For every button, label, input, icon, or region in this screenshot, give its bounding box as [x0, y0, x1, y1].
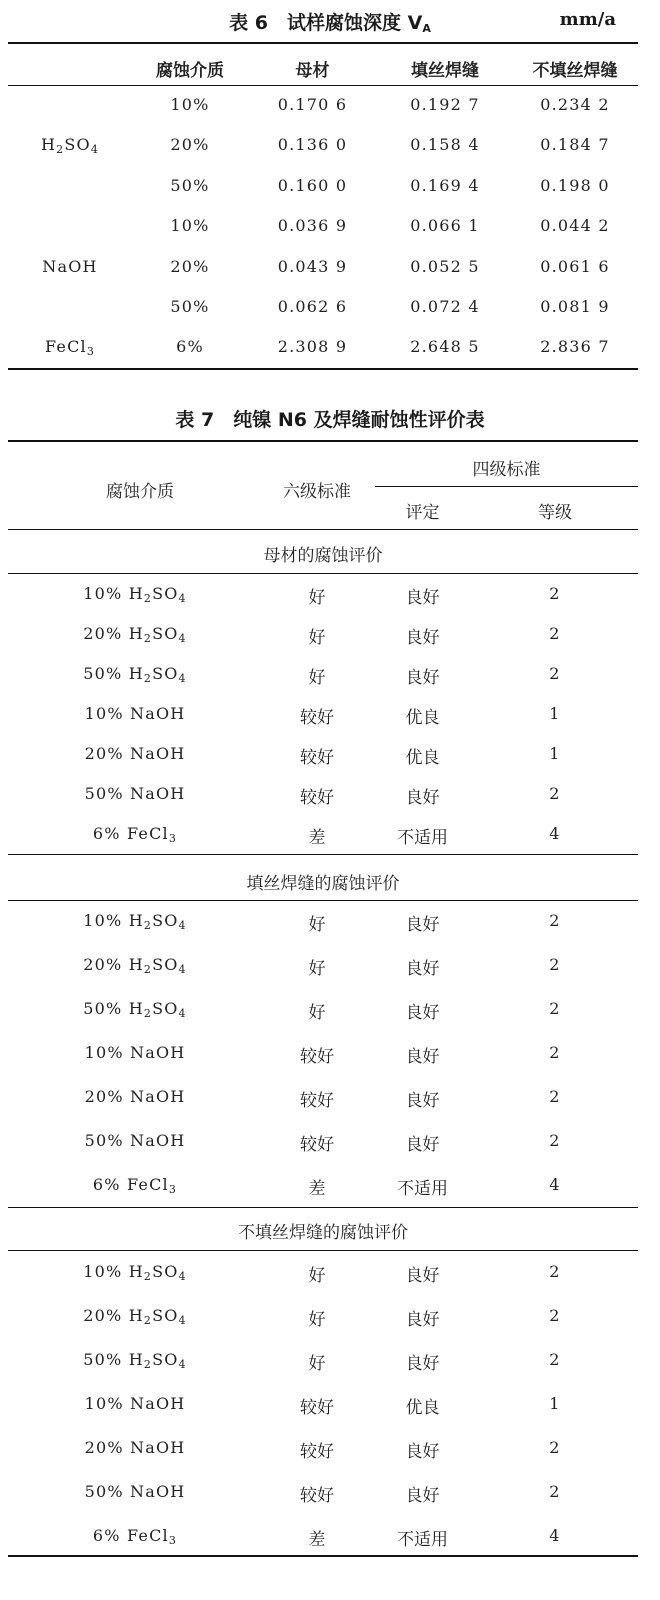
table7-cell-grade: 2	[549, 999, 561, 1018]
table7-cell-grade: 4	[549, 1526, 561, 1545]
table7-section-end-rule	[8, 854, 638, 855]
table7-cell-medium: 50% $H_2SO_4$	[83, 999, 187, 1020]
table7-cell-rating: 良好	[405, 1310, 440, 1330]
table7-cell-medium: 20% NaOH	[84, 1438, 186, 1457]
table6-cell-filler: 0.066 1	[410, 216, 480, 235]
table6-group-label-fecl3: FeCl$_3$	[44, 337, 96, 358]
table6-bottom-rule	[8, 368, 638, 370]
table6-cell-base: 0.170 6	[277, 95, 348, 114]
table7-cell-rating: 良好	[405, 915, 440, 935]
table7-cell-six: 较好	[300, 788, 334, 808]
table6-unit: mm/a	[559, 9, 616, 30]
table6-cell-nofiller: 0.044 2	[540, 216, 610, 235]
table6-cell-base: 0.043 9	[277, 257, 348, 276]
table7-cell-six: 好	[308, 628, 326, 648]
table7-cell-medium: 10% $H_2SO_4$	[83, 911, 187, 932]
table6-group-label-naoh: NaOH	[42, 257, 98, 276]
table7-cell-six: 好	[308, 1266, 326, 1286]
table7-cell-grade: 2	[549, 624, 561, 643]
table7-cell-grade: 2	[549, 1131, 561, 1150]
table7-cell-medium: 50% NaOH	[84, 1131, 186, 1150]
table7-cell-medium: 10% NaOH	[84, 1043, 186, 1062]
table7-cell-grade: 2	[549, 1350, 561, 1369]
table6-cell-conc: 10%	[170, 216, 210, 235]
table7-cell-medium: 20% $H_2SO_4$	[83, 624, 187, 645]
table7-cell-rating: 良好	[405, 1442, 440, 1462]
table7-cell-rating: 良好	[405, 588, 440, 608]
table7-header-six: 六级标准	[283, 482, 351, 502]
table6-cell-conc: 6%	[176, 337, 204, 356]
table7-cell-rating: 良好	[405, 1486, 440, 1506]
table6-cell-base: 0.062 6	[277, 297, 348, 316]
table7-cell-medium: 10% NaOH	[84, 1394, 186, 1413]
table7-cell-rating: 良好	[405, 1354, 440, 1374]
table7-header-medium: 腐蚀介质	[106, 482, 174, 502]
table7-cell-medium: 20% NaOH	[84, 1087, 186, 1106]
table7-cell-grade: 2	[549, 664, 561, 683]
table7-header-grade: 等级	[538, 503, 572, 523]
table7-cell-grade: 2	[549, 584, 561, 603]
table7-cell-grade: 2	[549, 1262, 561, 1281]
table6-cell-conc: 50%	[170, 176, 210, 195]
table7-cell-medium: 50% NaOH	[84, 784, 186, 803]
table7-cell-rating: 良好	[405, 628, 440, 648]
table7-cell-rating: 优良	[405, 1398, 440, 1418]
table7-cell-rating: 优良	[405, 748, 440, 768]
table7-header-four: 四级标准	[472, 460, 541, 480]
table6-header-filler: 填丝焊缝	[411, 61, 479, 81]
table6-cell-nofiller: 0.234 2	[540, 95, 610, 114]
table7-cell-grade: 1	[549, 744, 561, 763]
table6-cell-conc: 20%	[170, 135, 210, 154]
table7-cell-grade: 2	[549, 1087, 561, 1106]
table6-group-label-h2so4: $H_2SO_4$	[40, 135, 100, 156]
table7-cell-grade: 1	[549, 1394, 561, 1413]
table7-cell-rating: 良好	[405, 1003, 440, 1023]
table7-cell-six: 好	[308, 588, 326, 608]
table7-cell-six: 好	[308, 1354, 326, 1374]
table7-cell-six: 差	[308, 1530, 326, 1550]
table7-cell-six: 较好	[300, 1047, 334, 1067]
table7-header-rule	[8, 529, 638, 530]
table6-cell-conc: 20%	[170, 257, 210, 276]
table6-header-nofiller: 不填丝焊缝	[532, 61, 618, 81]
table7-cell-six: 较好	[300, 1398, 334, 1418]
table7-bottom-rule	[8, 1555, 638, 1557]
table6-cell-base: 2.308 9	[277, 337, 348, 356]
table6-title: 表 6 试样腐蚀深度 $V_A$	[229, 12, 431, 35]
table7-cell-grade: 1	[549, 704, 561, 723]
table6-top-rule	[8, 42, 638, 44]
table7-cell-medium: 6% FeCl$_3$	[92, 1526, 178, 1547]
table7-cell-six: 较好	[300, 748, 334, 768]
table7-cell-six: 差	[308, 828, 326, 848]
table6-cell-filler: 0.158 4	[410, 135, 480, 154]
table6-header-rule	[8, 85, 638, 86]
table7-cell-grade: 2	[549, 911, 561, 930]
table7-header-split-rule	[375, 486, 638, 487]
table6-cell-conc: 50%	[170, 297, 210, 316]
table6-header-base: 母材	[295, 61, 330, 81]
table7-cell-six: 好	[308, 959, 326, 979]
table7-section-title: 母材的腐蚀评价	[263, 546, 383, 566]
table7-section-rule	[8, 1250, 638, 1251]
table6-cell-filler: 2.648 5	[410, 337, 480, 356]
table7-section-title: 不填丝焊缝的腐蚀评价	[238, 1223, 408, 1243]
table6-title-subscript: A	[422, 22, 431, 35]
table7-cell-medium: 6% FeCl$_3$	[92, 1175, 178, 1196]
table7-cell-rating: 良好	[405, 1135, 440, 1155]
table7-cell-grade: 2	[549, 1306, 561, 1325]
table7-cell-grade: 2	[549, 955, 561, 974]
table7-cell-rating: 不适用	[397, 1179, 448, 1199]
table7-cell-rating: 良好	[405, 668, 440, 688]
table7-cell-medium: 6% FeCl$_3$	[92, 824, 178, 845]
table7-cell-rating: 良好	[405, 1091, 440, 1111]
table7-cell-medium: 20% $H_2SO_4$	[83, 955, 187, 976]
table7-cell-six: 差	[308, 1179, 326, 1199]
table7-section-end-rule	[8, 1207, 638, 1208]
table7-title: 表 7 纯镍 N6 及焊缝耐蚀性评价表	[175, 409, 485, 431]
table7-section-rule	[8, 573, 638, 574]
table7-cell-six: 好	[308, 1310, 326, 1330]
table6-cell-nofiller: 0.198 0	[540, 176, 610, 195]
table7-cell-grade: 2	[549, 1482, 561, 1501]
table7-cell-medium: 20% NaOH	[84, 744, 186, 763]
table7-cell-medium: 50% NaOH	[84, 1482, 186, 1501]
table6-title-bar	[0, 2, 660, 38]
table7-cell-grade: 2	[549, 1043, 561, 1062]
table7-cell-rating: 不适用	[397, 1530, 448, 1550]
table7-cell-six: 较好	[300, 1442, 334, 1462]
table7-cell-six: 较好	[300, 1486, 334, 1506]
table6-cell-base: 0.160 0	[277, 176, 348, 195]
table7-cell-six: 好	[308, 668, 326, 688]
table7-cell-grade: 4	[549, 1175, 561, 1194]
table6-cell-filler: 0.052 5	[410, 257, 480, 276]
table6-cell-nofiller: 0.081 9	[540, 297, 610, 316]
table7-cell-six: 较好	[300, 1135, 334, 1155]
table6-cell-nofiller: 0.061 6	[540, 257, 610, 276]
table7-cell-six: 较好	[300, 1091, 334, 1111]
table7-top-rule	[8, 440, 638, 442]
table7-section-rule	[8, 900, 638, 901]
table6-cell-filler: 0.192 7	[410, 95, 480, 114]
table7-cell-grade: 2	[549, 1438, 561, 1457]
table7-cell-six: 好	[308, 1003, 326, 1023]
table7-cell-rating: 良好	[405, 1266, 440, 1286]
table6-cell-nofiller: 2.836 7	[540, 337, 610, 356]
table6-cell-nofiller: 0.184 7	[540, 135, 610, 154]
table6-cell-base: 0.036 9	[277, 216, 348, 235]
table6-cell-filler: 0.072 4	[410, 297, 480, 316]
table7-cell-medium: 50% $H_2SO_4$	[83, 664, 187, 685]
table7-cell-rating: 优良	[405, 708, 440, 728]
table7-cell-grade: 4	[549, 824, 561, 843]
table6-header-medium: 腐蚀介质	[156, 61, 224, 81]
table6-cell-conc: 10%	[170, 95, 210, 114]
table7-section-title: 填丝焊缝的腐蚀评价	[246, 874, 400, 894]
table7-cell-medium: 10% $H_2SO_4$	[83, 584, 187, 605]
table7-cell-medium: 10% $H_2SO_4$	[83, 1262, 187, 1283]
table7-cell-six: 好	[308, 915, 326, 935]
table6-cell-base: 0.136 0	[277, 135, 348, 154]
table7-cell-medium: 20% $H_2SO_4$	[83, 1306, 187, 1327]
table7-cell-rating: 良好	[405, 959, 440, 979]
table6-cell-filler: 0.169 4	[410, 176, 480, 195]
table7-cell-medium: 10% NaOH	[84, 704, 186, 723]
table7-header-rating: 评定	[405, 503, 440, 523]
table7-cell-grade: 2	[549, 784, 561, 803]
table7-cell-rating: 良好	[405, 1047, 440, 1067]
table7-cell-six: 较好	[300, 708, 334, 728]
table7-cell-rating: 良好	[405, 788, 440, 808]
table7-cell-medium: 50% $H_2SO_4$	[83, 1350, 187, 1371]
table7-cell-rating: 不适用	[397, 828, 448, 848]
